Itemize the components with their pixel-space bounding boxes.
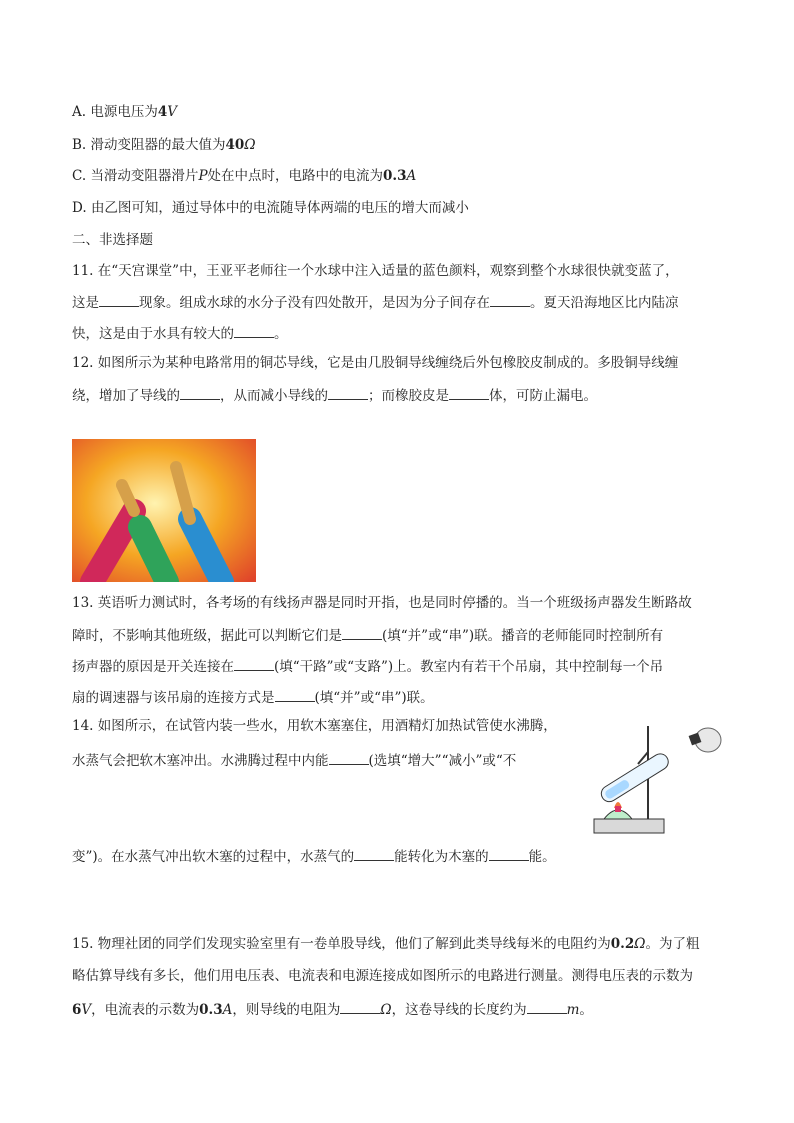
answer-blank[interactable] bbox=[449, 385, 489, 400]
q15-line-3: 6V，电流表的示数为0.3A，则导线的电阻为 Ω，这卷导线的长度约为 m。 bbox=[72, 999, 593, 1019]
answer-blank[interactable] bbox=[234, 323, 274, 338]
option-c: C. 当滑动变阻器滑片P处在中点时，电路中的电流为0.3A bbox=[72, 168, 417, 184]
answer-blank[interactable] bbox=[180, 385, 220, 400]
answer-blank[interactable] bbox=[329, 750, 369, 765]
q13-line-2: 障时，不影响其他班级，据此可以判断它们是 (填“并”或“串”)联。播音的老师能同时控制所有 bbox=[72, 625, 663, 645]
answer-blank[interactable] bbox=[99, 292, 139, 307]
answer-blank[interactable] bbox=[490, 292, 530, 307]
q14-line-3: 变”)。在水蒸气冲出软木塞的过程中，水蒸气的 能转化为木塞的 能。 bbox=[72, 846, 556, 866]
q12-line-2: 绕，增加了导线的 ，从而减小导线的 ；而橡胶皮是 体，可防止漏电。 bbox=[72, 385, 597, 405]
answer-blank[interactable] bbox=[275, 687, 315, 702]
copper-wire-photo bbox=[72, 439, 256, 582]
answer-blank[interactable] bbox=[234, 656, 274, 671]
q14-line-2: 水蒸气会把软木塞冲出。水沸腾过程中内能 (选填“增大”“减小”或“不 bbox=[72, 750, 516, 770]
q15-line-2: 略估算导线有多长，他们用电压表、电流表和电源连接成如图所示的电路进行测量。测得电压表的示数为 bbox=[72, 968, 693, 984]
option-a: A. 电源电压为4V bbox=[72, 104, 177, 120]
q13-line-4: 扇的调速器与该吊扇的连接方式是 (填“并”或“串”)联。 bbox=[72, 687, 434, 707]
test-tube-apparatus-figure bbox=[590, 722, 726, 839]
q11-line-2: 这是 现象。组成水球的水分子没有四处散开，是因为分子间存在 。夏天沿海地区比内陆凉 bbox=[72, 292, 679, 312]
q15-line-1: 15. 物理社团的同学们发现实验室里有一卷单股导线，他们了解到此类导线每米的电阻约为0.2Ω。为了粗 bbox=[72, 936, 700, 952]
option-b: B. 滑动变阻器的最大值为40Ω bbox=[72, 137, 256, 153]
option-d: D. 由乙图可知，通过导体中的电流随导体两端的电压的增大而减小 bbox=[72, 200, 469, 216]
answer-blank[interactable] bbox=[354, 846, 394, 861]
answer-blank[interactable] bbox=[489, 846, 529, 861]
q11-line-3: 快，这是由于水具有较大的 。 bbox=[72, 323, 288, 343]
q14-line-1: 14. 如图所示，在试管内装一些水，用软木塞塞住，用酒精灯加热试管使水沸腾， bbox=[72, 718, 557, 734]
lamp-wick bbox=[615, 806, 621, 812]
answer-blank[interactable] bbox=[342, 625, 382, 640]
answer-blank[interactable] bbox=[527, 999, 567, 1014]
q13-line-3: 扬声器的原因是开关连接在 (填“干路”或“支路”)上。教室内有若干个吊扇，其中控制每一个吊 bbox=[72, 656, 663, 676]
q13-line-1: 13. 英语听力测试时，各考场的有线扬声器是同时开指，也是同时停播的。当一个班级扬声器发生断路故 bbox=[72, 595, 692, 611]
section-title: 二、非选择题 bbox=[72, 232, 153, 248]
answer-blank[interactable] bbox=[328, 385, 368, 400]
stand-base bbox=[594, 819, 664, 833]
q12-line-1: 12. 如图所示为某种电路常用的铜芯导线，它是由几股铜导线缠绕后外包橡胶皮制成的。多股铜导线缠 bbox=[72, 355, 679, 371]
answer-blank[interactable] bbox=[340, 999, 380, 1014]
q11-line-1: 11. 在“天宫课堂”中，王亚平老师往一个水球中注入适量的蓝色颜料，观察到整个水球很快就变蓝了， bbox=[72, 263, 679, 279]
